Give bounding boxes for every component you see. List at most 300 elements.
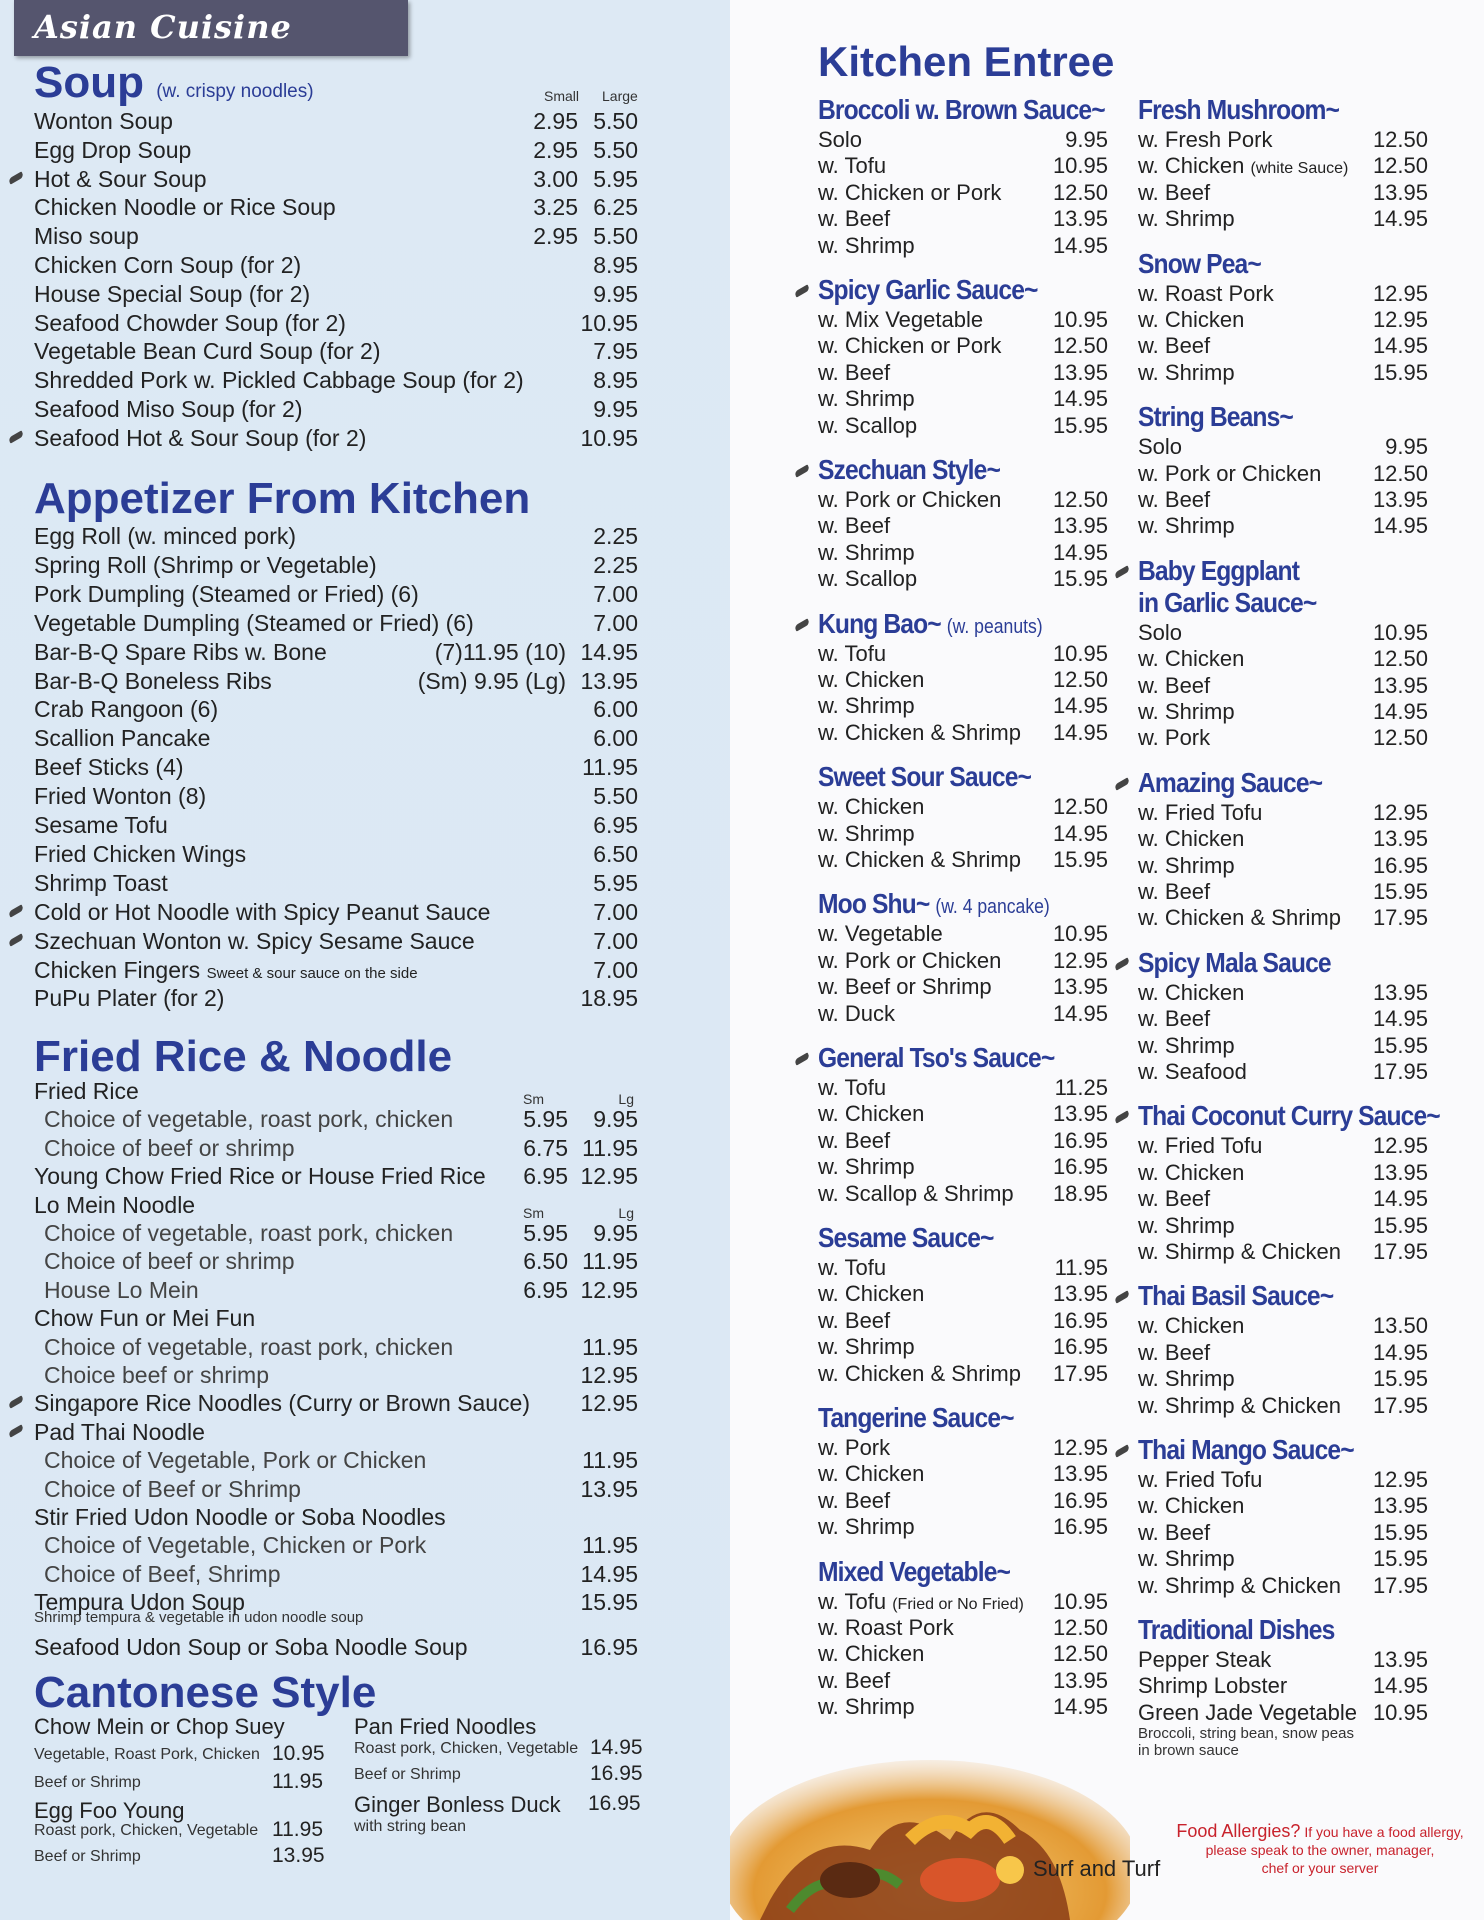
pan-fried-price1: 14.95 xyxy=(590,1736,643,1759)
item-price: 13.95 xyxy=(1052,974,1108,1000)
item-name: w. Chicken & Shrimp xyxy=(1138,905,1341,931)
soup-item xyxy=(34,107,638,135)
item-name: w. Chicken xyxy=(1138,826,1245,852)
pan-fried-price2: 16.95 xyxy=(590,1762,643,1785)
item-price-large: 8.95 xyxy=(593,367,638,394)
item-price: 15.95 xyxy=(1052,566,1108,592)
item-price: 14.95 xyxy=(1372,699,1428,724)
item-name: Beef Sticks (4) xyxy=(34,754,184,781)
item-price: 12.50 xyxy=(1372,725,1428,751)
appetizer-item xyxy=(34,695,638,723)
category-name: Sweet Sour Sauce~ xyxy=(818,761,1032,793)
item-name: w. Beef or Shrimp xyxy=(818,974,992,1000)
entree-item xyxy=(818,385,1108,412)
item-price: 15.95 xyxy=(1052,847,1108,872)
appetizer-item xyxy=(34,956,638,984)
category-name: Szechuan Style~ xyxy=(818,454,1000,485)
item-name: w. Shrimp xyxy=(818,820,915,846)
appetizer-item xyxy=(34,984,638,1012)
item-price-large: 9.95 xyxy=(593,280,638,307)
item-price-large: 10.95 xyxy=(580,309,638,336)
item-name: w. Chicken & Shrimp xyxy=(818,847,1021,872)
chow-mein-title: Chow Mein or Chop Suey xyxy=(34,1714,285,1739)
item-price: 5.50 xyxy=(593,783,638,810)
category-name: Mixed Vegetable~ xyxy=(818,1555,1011,1587)
item-price-large: 5.50 xyxy=(593,108,638,134)
entree-item xyxy=(1138,724,1428,751)
category-name: Spicy Garlic Sauce~ xyxy=(818,274,1038,305)
item-name: w. Chicken xyxy=(1138,1493,1245,1519)
item-name: w. Beef xyxy=(1138,179,1211,205)
category-name: Thai Basil Sauce~ xyxy=(1138,1280,1334,1312)
item-name: w. Chicken or Pork xyxy=(818,333,1002,359)
noodle-rice-item xyxy=(34,1446,638,1474)
item-name: w. Chicken & Shrimp xyxy=(818,1360,1021,1386)
item-price: 17.95 xyxy=(1372,1059,1428,1084)
item-name: w. Shrimp xyxy=(1138,1366,1235,1392)
entree-category-title xyxy=(818,274,1038,306)
item-name: Cold or Hot Noodle with Spicy Peanut Sauce xyxy=(34,898,491,925)
item-name: Choice of vegetable, roast pork, chicken xyxy=(44,1106,454,1133)
item-price-small: 5.95 xyxy=(523,1106,568,1133)
item-name: House Special Soup (for 2) xyxy=(34,280,311,307)
entree-category-title xyxy=(818,761,1031,793)
entree-item xyxy=(1138,825,1428,852)
item-note: Shrimp tempura & vegetable in udon noodle soup xyxy=(34,1608,364,1626)
item-price: 16.95 xyxy=(1052,1487,1108,1513)
item-price: 14.95 xyxy=(1052,232,1108,258)
item-name: w. Beef xyxy=(1138,487,1211,512)
item-price: 14.95 xyxy=(1372,206,1428,232)
item-name: Crab Rangoon (6) xyxy=(34,696,219,723)
appetizer-item xyxy=(34,580,638,608)
item-price: 13.95 xyxy=(1372,826,1428,852)
item-price: 10.95 xyxy=(1052,307,1108,332)
item-name: w. Tofu xyxy=(818,640,887,666)
entree-item xyxy=(818,1153,1108,1180)
ginger-duck-note: with string bean xyxy=(354,1818,467,1835)
item-price: 14.95 xyxy=(1372,1006,1428,1032)
item-name: w. Fried Tofu xyxy=(1138,1133,1263,1159)
item-price-small: 3.00 xyxy=(533,165,578,192)
pan-fried-noodles-title: Pan Fried Noodles xyxy=(354,1714,537,1739)
noodle-rice-item xyxy=(34,1560,638,1588)
entree-item xyxy=(1138,1699,1428,1726)
item-name: Shredded Pork w. Pickled Cabbage Soup (for 2) xyxy=(34,367,524,394)
item-name: w. Pork xyxy=(1138,725,1211,751)
soup-item xyxy=(34,337,638,365)
entree-category-title xyxy=(1138,1100,1440,1132)
item-price: 14.95 xyxy=(580,638,638,665)
entree-item xyxy=(818,640,1108,667)
item-name: Pad Thai Noodle xyxy=(34,1418,205,1445)
entree-item xyxy=(818,973,1108,1000)
category-name: Sesame Sauce~ xyxy=(818,1222,994,1253)
entree-item xyxy=(818,512,1108,539)
item-price: 10.95 xyxy=(1052,921,1108,947)
item-name: Choice of vegetable, roast pork, chicken xyxy=(44,1220,454,1246)
item-price: 6.95 xyxy=(593,812,638,838)
item-name: w. Chicken xyxy=(1138,979,1245,1005)
item-name: w. Chicken xyxy=(1138,646,1245,672)
item-price: 16.95 xyxy=(1052,1334,1108,1360)
entree-category-title xyxy=(818,888,1050,920)
item-price: 16.95 xyxy=(1052,1307,1108,1333)
entree-item xyxy=(818,332,1108,359)
entree-item xyxy=(1138,1365,1428,1392)
entree-item xyxy=(1138,152,1428,179)
entree-item xyxy=(1138,619,1428,646)
item-price-large: 11.95 xyxy=(582,1333,638,1360)
entree-item xyxy=(1138,1466,1428,1493)
item-name: w. Chicken xyxy=(1138,307,1245,332)
item-price-large: 13.95 xyxy=(580,1475,638,1502)
entree-item xyxy=(818,1360,1108,1387)
item-name: Seafood Hot & Sour Soup (for 2) xyxy=(34,424,367,451)
item-price: 15.95 xyxy=(1372,1546,1428,1572)
item-price: 14.95 xyxy=(1052,539,1108,565)
item-name: Sesame Tofu xyxy=(34,812,168,838)
item-name: w. Scallop & Shrimp xyxy=(818,1180,1014,1206)
item-price: 10.95 xyxy=(1052,153,1108,179)
appetizer-item xyxy=(34,753,638,781)
appetizer-item xyxy=(34,724,638,752)
item-name: Chow Fun or Mei Fun xyxy=(34,1305,256,1332)
entree-item xyxy=(1138,332,1428,359)
item-name: Choice of Vegetable, Chicken or Pork xyxy=(44,1532,427,1559)
appetizer-item xyxy=(34,609,638,637)
item-name: Vegetable Dumpling (Steamed or Fried) (6) xyxy=(34,609,474,636)
item-name: w. Tofu xyxy=(818,1255,887,1280)
category-note: (w. peanuts) xyxy=(946,615,1043,638)
item-name: w. Beef xyxy=(818,513,891,539)
item-price: 11.95 xyxy=(582,754,638,781)
item-name: w. Shrimp xyxy=(818,1334,915,1360)
item-price: 13.95 xyxy=(1372,979,1428,1005)
entree-item xyxy=(1138,1185,1428,1212)
soup-item xyxy=(34,366,638,394)
item-name: w. Beef xyxy=(1138,333,1211,359)
item-name: w. Scallop xyxy=(818,412,918,438)
entree-item xyxy=(818,359,1108,386)
soup-col-large: Large xyxy=(602,88,638,104)
egg-foo-price1: 11.95 xyxy=(272,1818,323,1841)
chow-mein-opt2: Beef or Shrimp xyxy=(34,1774,141,1791)
item-name: w. Beef xyxy=(1138,672,1211,698)
item-price: 13.95 xyxy=(1052,1281,1108,1307)
noodle-rice-item xyxy=(34,1503,638,1531)
item-name: w. Mix Vegetable xyxy=(818,307,984,332)
item-name: w. Shrimp xyxy=(1138,206,1235,232)
item-name: Hot & Sour Soup xyxy=(34,165,207,192)
item-price: 15.95 xyxy=(1372,879,1428,904)
entree-item xyxy=(818,1640,1108,1667)
item-name: Solo xyxy=(818,127,863,152)
item-name: w. Beef xyxy=(818,1307,891,1333)
food-allergy-notice xyxy=(1160,1822,1480,1877)
soup-section-title xyxy=(34,58,314,108)
chow-mein-price1: 10.95 xyxy=(272,1742,325,1765)
item-price-small: 5.95 xyxy=(523,1220,568,1246)
item-name: Egg Drop Soup xyxy=(34,136,192,163)
item-name: w. Beef xyxy=(818,1667,891,1693)
item-price: 7.00 xyxy=(593,927,638,954)
item-price: 17.95 xyxy=(1052,1360,1108,1386)
soup-item xyxy=(34,193,638,221)
noodle-rice-item xyxy=(34,1105,638,1133)
entree-item xyxy=(1138,1392,1428,1419)
appetizer-item xyxy=(34,898,638,926)
chow-mein-price2: 11.95 xyxy=(272,1770,323,1793)
entree-item xyxy=(818,152,1108,179)
appetizer-item xyxy=(34,840,638,868)
item-name: w. Chicken xyxy=(818,667,925,692)
soup-item xyxy=(34,424,638,452)
egg-foo-opt1: Roast pork, Chicken, Vegetable xyxy=(34,1822,259,1839)
item-price: 12.50 xyxy=(1052,179,1108,205)
item-price: 17.95 xyxy=(1372,1572,1428,1598)
entree-category-title xyxy=(818,94,1105,126)
item-name: Pork Dumpling (Steamed or Fried) (6) xyxy=(34,580,419,607)
item-price: 15.95 xyxy=(1052,412,1108,438)
item-name: w. Tofu xyxy=(818,1075,887,1100)
item-price: 13.95 xyxy=(1372,1493,1428,1519)
item-name: Shrimp Toast xyxy=(34,869,168,896)
noodle-rice-item xyxy=(34,1162,638,1190)
item-price-large: 6.25 xyxy=(593,194,638,221)
category-name: Thai Coconut Curry Sauce~ xyxy=(1138,1100,1440,1132)
item-name: w. Fried Tofu xyxy=(1138,799,1263,825)
item-name: w. Beef xyxy=(1138,1339,1211,1365)
item-price: 11.95 xyxy=(1054,1255,1108,1280)
item-price-large: 8.95 xyxy=(593,252,638,278)
entree-category-title xyxy=(818,1222,994,1254)
item-name: w. Shrimp xyxy=(818,1154,915,1180)
item-note: (Fried or No Fried) xyxy=(892,1595,1024,1613)
entree-category-title xyxy=(1138,555,1299,587)
item-name: w. Beef xyxy=(1138,1006,1211,1032)
item-note: (white Sauce) xyxy=(1250,160,1349,178)
fried-rice-section-title: Fried Rice & Noodle xyxy=(34,1032,453,1081)
item-name: House Lo Mein xyxy=(44,1276,199,1303)
item-price: 12.50 xyxy=(1052,487,1108,512)
item-price: 15.95 xyxy=(1372,1032,1428,1058)
category-name: Moo Shu~ xyxy=(818,888,930,920)
item-name: w. Chicken (white Sauce) xyxy=(1138,153,1349,179)
item-price: 12.95 xyxy=(1372,280,1428,306)
item-name: w. Shrimp xyxy=(1138,852,1235,878)
entree-category-title xyxy=(1138,94,1339,126)
item-price: 12.95 xyxy=(1372,1133,1428,1159)
entree-item xyxy=(818,539,1108,566)
item-price: 7.00 xyxy=(593,956,638,983)
category-name: Thai Mango Sauce~ xyxy=(1138,1434,1354,1465)
entree-item xyxy=(818,179,1108,206)
item-name: w. Shrimp xyxy=(1138,699,1235,724)
item-price: 13.95 xyxy=(1052,513,1108,539)
entree-item xyxy=(1138,1212,1428,1239)
entree-item xyxy=(1138,512,1428,539)
chow-mein-opt1: Vegetable, Roast Pork, Chicken xyxy=(34,1746,260,1763)
category-name: Fresh Mushroom~ xyxy=(1138,94,1340,125)
entree-item xyxy=(818,1333,1108,1360)
ginger-duck-price: 16.95 xyxy=(588,1792,641,1815)
item-price: 2.25 xyxy=(593,551,638,578)
soup-title: Soup xyxy=(34,58,144,107)
noodle-rice-item xyxy=(34,1531,638,1559)
item-price: 13.50 xyxy=(1372,1313,1428,1339)
appetizer-item xyxy=(34,869,638,897)
pan-fried-opt2: Beef or Shrimp xyxy=(354,1766,461,1783)
appetizer-item xyxy=(34,638,638,666)
banner-title: Asian Cuisine xyxy=(34,8,292,46)
item-name: w. Beef xyxy=(818,1127,891,1153)
item-price: 12.50 xyxy=(1052,1641,1108,1667)
item-price: 15.95 xyxy=(1372,1212,1428,1238)
entree-item xyxy=(818,1667,1108,1694)
item-price: 14.95 xyxy=(1052,820,1108,846)
entree-item xyxy=(818,719,1108,746)
item-name: w. Chicken or Pork xyxy=(818,179,1002,205)
entree-category-title xyxy=(1138,947,1331,979)
entree-item xyxy=(1138,359,1428,386)
item-price: 5.95 xyxy=(593,869,638,896)
item-name: w. Pork or Chicken xyxy=(818,487,1002,512)
item-price-large: 12.95 xyxy=(580,1276,638,1303)
item-price-large: 5.50 xyxy=(593,136,638,163)
item-price-large: 10.95 xyxy=(580,424,638,451)
item-price: 6.50 xyxy=(593,840,638,867)
item-price-small: 2.95 xyxy=(533,223,578,250)
item-name: Wonton Soup xyxy=(34,108,173,134)
item-price-large: 9.95 xyxy=(593,1220,638,1246)
soup-item xyxy=(34,251,638,279)
item-price: 2.25 xyxy=(593,523,638,549)
item-price: 14.95 xyxy=(1372,333,1428,359)
item-price: 10.95 xyxy=(1372,619,1428,645)
item-price-large: 11.95 xyxy=(582,1134,638,1161)
item-price-small: 6.75 xyxy=(523,1134,568,1161)
entree-item xyxy=(1138,1312,1428,1339)
item-name: w. Shrimp & Chicken xyxy=(1138,1392,1341,1418)
item-name: w. Chicken xyxy=(818,1461,925,1487)
item-name: Choice of beef or shrimp xyxy=(44,1134,295,1161)
item-name: w. Shrimp xyxy=(1138,359,1235,385)
item-price: 13.95 xyxy=(1372,179,1428,205)
allergy-text3: chef or your server xyxy=(1261,1860,1379,1876)
noodle-rice-item xyxy=(34,1361,638,1389)
item-price: 13.95 xyxy=(1372,487,1428,512)
entree-category-title xyxy=(818,608,1043,640)
item-name: w. Vegetable xyxy=(818,921,943,947)
item-name: Green Jade Vegetable xyxy=(1138,1699,1357,1725)
allergy-lead: Food Allergies? xyxy=(1176,1821,1301,1841)
entree-category-title xyxy=(1138,248,1261,280)
entree-item xyxy=(1138,1032,1428,1059)
soup-col-small: Small xyxy=(544,88,580,104)
item-name: w. Chicken xyxy=(818,1281,925,1307)
item-price: 18.95 xyxy=(1052,1180,1108,1206)
entree-item xyxy=(1138,852,1428,879)
allergy-text2: please speak to the owner, manager, xyxy=(1205,1842,1435,1858)
appetizer-item xyxy=(34,782,638,810)
item-price: 15.95 xyxy=(1372,359,1428,385)
item-name: w. Shrimp xyxy=(1138,1546,1235,1572)
item-name: Solo xyxy=(1138,434,1183,460)
item-name: w. Shrimp xyxy=(1138,513,1235,539)
category-name: General Tso's Sauce~ xyxy=(818,1042,1055,1073)
entree-item xyxy=(818,947,1108,974)
entree-item xyxy=(1138,486,1428,513)
entree-item xyxy=(1138,1339,1428,1366)
item-name: w. Shrimp & Chicken xyxy=(1138,1572,1341,1598)
item-name: w. Pork xyxy=(818,1435,891,1460)
entree-category-title xyxy=(1138,1280,1333,1312)
entree-item xyxy=(818,486,1108,513)
item-price-large: 11.95 xyxy=(582,1532,638,1559)
noodle-rice-item xyxy=(34,1475,638,1503)
entree-item xyxy=(1138,979,1428,1006)
item-name: Choice beef or shrimp xyxy=(44,1362,269,1388)
entree-item xyxy=(1138,1572,1428,1599)
entree-item xyxy=(818,565,1108,592)
item-price: 7.00 xyxy=(593,609,638,636)
entree-category-title xyxy=(1138,1614,1334,1646)
item-price-options: (Sm) 9.95 (Lg) xyxy=(417,667,566,694)
category-name: Tangerine Sauce~ xyxy=(818,1402,1014,1433)
entree-item xyxy=(818,1280,1108,1307)
soup-item xyxy=(34,165,638,193)
item-name: Szechuan Wonton w. Spicy Sesame Sauce xyxy=(34,927,475,954)
appetizer-item xyxy=(34,811,638,839)
item-name: Bar-B-Q Boneless Ribs xyxy=(34,667,272,694)
item-price-large: 11.95 xyxy=(582,1248,638,1275)
item-price: 14.95 xyxy=(1052,719,1108,745)
item-price-small: 6.50 xyxy=(523,1248,568,1275)
entree-category-title xyxy=(818,454,1000,486)
item-price-options: (7)11.95 (10) xyxy=(434,638,566,665)
item-price: 12.50 xyxy=(1052,1615,1108,1640)
egg-foo-opt2: Beef or Shrimp xyxy=(34,1848,141,1865)
item-price: 12.50 xyxy=(1372,646,1428,672)
item-price: 6.00 xyxy=(593,696,638,723)
noodle-rice-item xyxy=(34,1633,638,1661)
entree-item xyxy=(1138,1058,1428,1085)
entree-item xyxy=(1138,1519,1428,1546)
item-name: PuPu Plater (for 2) xyxy=(34,985,225,1012)
item-price: 7.00 xyxy=(593,580,638,607)
item-price-large: 12.95 xyxy=(580,1163,638,1190)
item-name: w. Seafood xyxy=(1138,1059,1247,1084)
entree-category-title xyxy=(818,1402,1014,1434)
item-price: 14.95 xyxy=(1372,1339,1428,1365)
item-name: w. Tofu xyxy=(818,153,887,179)
soup-item xyxy=(34,222,638,250)
entree-item xyxy=(818,820,1108,847)
item-name: Choice of Beef, Shrimp xyxy=(44,1560,281,1587)
item-price: 13.95 xyxy=(1052,1461,1108,1487)
noodle-rice-item xyxy=(34,1134,638,1162)
item-price: 6.00 xyxy=(593,725,638,752)
item-price: 12.50 xyxy=(1052,794,1108,820)
entree-item xyxy=(1138,433,1428,460)
item-name: w. Shrimp xyxy=(818,386,915,412)
item-price-large: 7.95 xyxy=(593,338,638,365)
item-name: w. Beef xyxy=(818,206,891,232)
entree-category-title xyxy=(1138,767,1322,799)
entree-item xyxy=(1138,799,1428,826)
item-name: Seafood Chowder Soup (for 2) xyxy=(34,309,346,336)
